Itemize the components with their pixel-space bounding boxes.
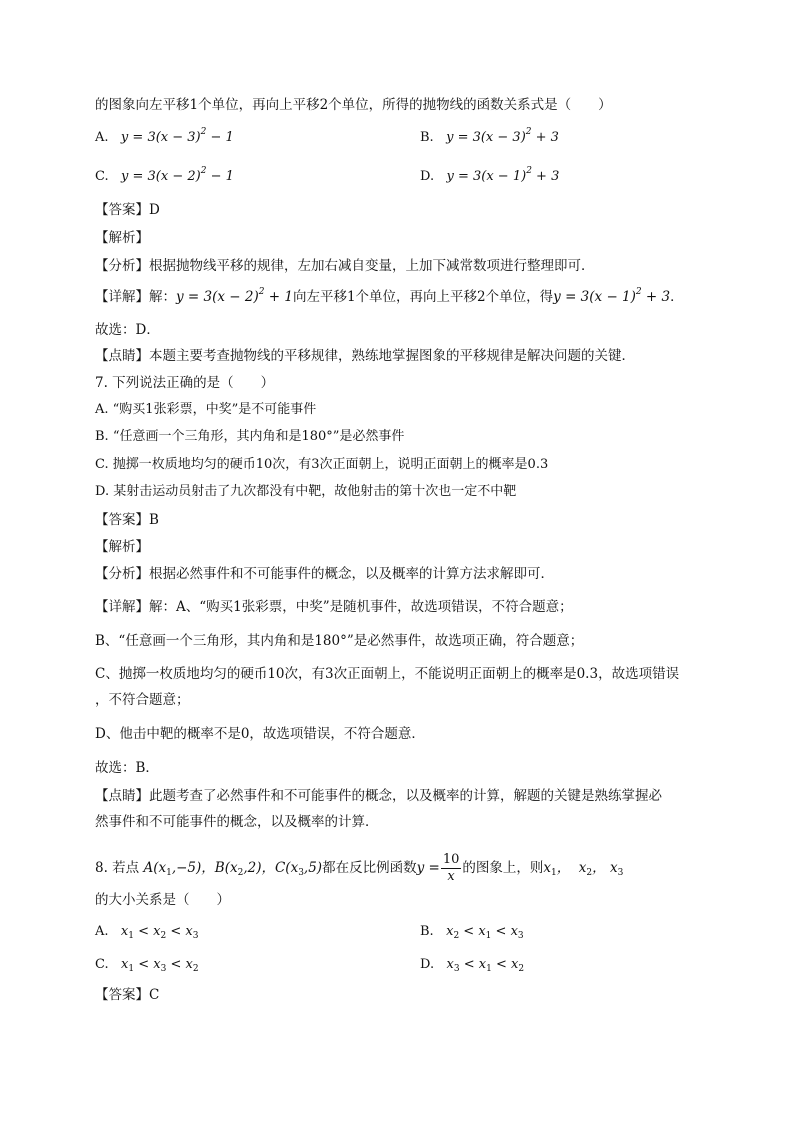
option-label: D. bbox=[420, 957, 435, 972]
option-label: B. bbox=[420, 130, 434, 145]
q7-detail-c-cont: ，不符合题意； bbox=[95, 692, 190, 708]
option-expr: $x_1 < x_3 < x_2$ bbox=[112, 957, 199, 974]
q6-option-b[interactable] bbox=[420, 128, 559, 148]
q7-detail-a: 【详解】解：A、“购买1张彩票，中奖”是随机事件，故选项错误，不符合题意； bbox=[95, 599, 573, 615]
q7-stem: 7. 下列说法正确的是（ ） bbox=[95, 375, 275, 391]
q6-option-c[interactable] bbox=[95, 167, 234, 187]
q7-answer: 【答案】B bbox=[95, 512, 159, 528]
q7-detail-c: C、抛掷一枚质地均匀的硬币10次，有3次正面朝上，不能说明正面朝上的概率是0.3，故选项错误 bbox=[95, 666, 680, 682]
q8-answer: 【答案】C bbox=[95, 987, 160, 1003]
q6-stem: 的图象向左平移1个单位，再向上平移2个单位，所得的抛物线的函数关系式是（ ） bbox=[95, 97, 612, 113]
q8-fraction: $\frac{10}{x}$ bbox=[442, 852, 460, 884]
detail-end: ． bbox=[670, 289, 684, 305]
q8-stem-tail: 的图象上，则 bbox=[462, 860, 544, 876]
option-label: C. bbox=[95, 957, 109, 972]
q7-analysis: 【分析】根据必然事件和不可能事件的概念，以及概率的计算方法求解即可． bbox=[95, 566, 554, 582]
q8-stem-prefix: 8. 若点 bbox=[95, 860, 140, 876]
q8-function: y = bbox=[416, 860, 440, 876]
q7-option-d[interactable]: D. 某射击运动员射击了九次都没有中靶，故他射击的第十次也一定不中靶 bbox=[95, 484, 517, 499]
option-label: A. bbox=[95, 130, 109, 145]
q8-stem-mid: 都在反比例函数 bbox=[322, 860, 417, 876]
q7-option-b[interactable]: B. “任意画一个三角形，其内角和是180°”是必然事件 bbox=[95, 429, 405, 444]
q6-answer: 【答案】D bbox=[95, 202, 160, 218]
detail-expr-1: $y = 3(x - 2)^2 + 1$ bbox=[176, 287, 293, 305]
option-label: B. bbox=[420, 924, 434, 939]
q6-detail bbox=[95, 287, 684, 307]
q6-analysis-title: 【解析】 bbox=[95, 230, 149, 246]
option-expr: $x_2 < x_1 < x_3$ bbox=[437, 924, 524, 941]
q7-comment-2: 然事件和不可能事件的概念，以及概率的计算． bbox=[95, 814, 379, 830]
q7-option-a[interactable]: A. “购买1张彩票，中奖”是不可能事件 bbox=[95, 402, 317, 417]
q7-choose: 故选：B． bbox=[95, 760, 159, 776]
q8-stem bbox=[95, 852, 623, 885]
q8-option-c[interactable] bbox=[95, 955, 199, 975]
q8-option-b[interactable] bbox=[420, 922, 524, 942]
q6-choose: 故选：D． bbox=[95, 322, 160, 338]
q7-detail-d: D、他击中靶的概率不是0，故选项错误，不符合题意． bbox=[95, 726, 425, 742]
option-expr: $y = 3(x - 3)^2 - 1$ bbox=[112, 127, 234, 145]
option-label: A. bbox=[95, 924, 109, 939]
option-expr: $x_3 < x_1 < x_2$ bbox=[438, 957, 525, 974]
q8-option-a[interactable] bbox=[95, 922, 198, 942]
q7-option-c[interactable]: C. 抛掷一枚质地均匀的硬币10次，有3次正面朝上，说明正面朝上的概率是0.3 bbox=[95, 457, 549, 472]
option-expr: $y = 3(x - 3)^2 + 3$ bbox=[437, 127, 559, 145]
q8-stem-line2: 的大小关系是（ ） bbox=[95, 892, 230, 908]
q8-points: $A(x_1,-5)$，$B(x_2,2)$，$C(x_3,5)$ bbox=[139, 860, 323, 878]
q6-analysis: 【分析】根据抛物线平移的规律，左加右减自变量，上加下减常数项进行整理即可． bbox=[95, 258, 595, 274]
q7-comment-1: 【点睛】此题考查了必然事件和不可能事件的概念，以及概率的计算，解题的关键是熟练掌握必 bbox=[95, 788, 662, 804]
detail-mid: 向左平移1个单位，再向上平移2个单位，得 bbox=[292, 289, 554, 305]
q6-option-d[interactable] bbox=[420, 167, 559, 187]
q7-detail-b: B、“任意画一个三角形，其内角和是180°”是必然事件，故选项正确，符合题意； bbox=[95, 633, 584, 649]
option-label: C. bbox=[95, 169, 109, 184]
option-expr: $y = 3(x - 2)^2 - 1$ bbox=[112, 166, 234, 184]
q6-comment: 【点睛】本题主要考查抛物线的平移规律，熟练地掌握图象的平移规律是解决问题的关键． bbox=[95, 348, 635, 364]
option-label: D. bbox=[420, 169, 435, 184]
q6-option-a[interactable] bbox=[95, 128, 234, 148]
option-expr: $y = 3(x - 1)^2 + 3$ bbox=[438, 166, 560, 184]
q8-option-d[interactable] bbox=[420, 955, 524, 975]
detail-expr-2: $y = 3(x - 1)^2 + 3$ bbox=[553, 287, 671, 305]
option-expr: $x_1 < x_2 < x_3$ bbox=[112, 924, 199, 941]
q7-analysis-title: 【解析】 bbox=[95, 539, 149, 555]
q8-vars: $x_1$， $x_2$， $x_3$ bbox=[543, 860, 624, 878]
detail-prefix: 【详解】解： bbox=[95, 289, 176, 305]
